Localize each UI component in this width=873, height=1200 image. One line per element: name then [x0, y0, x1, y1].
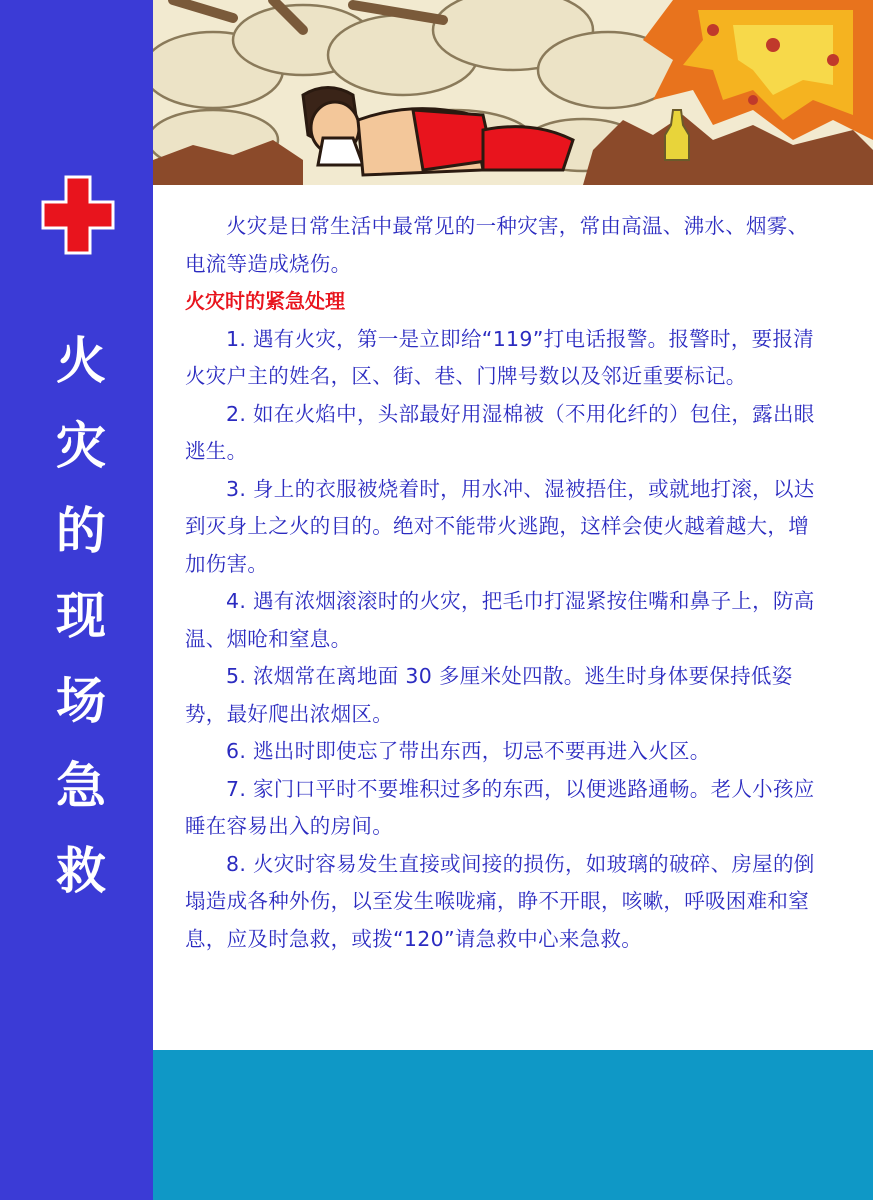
vertical-title — [46, 318, 116, 913]
sidebar — [0, 0, 153, 1200]
list-item: 4. 遇有浓烟滚滚时的火灾，把毛巾打湿紧按住嘴和鼻子上，防高温、烟呛和窒息。 — [185, 589, 815, 651]
title-char: 救 — [56, 841, 106, 900]
title-char: 现 — [56, 586, 106, 645]
title-char: 的 — [56, 501, 106, 560]
title-char: 场 — [56, 671, 106, 730]
article-body — [185, 208, 825, 958]
list-item: 6. 逃出时即使忘了带出东西，切忌不要再进入火区。 — [226, 739, 711, 763]
footer-band — [153, 1050, 873, 1200]
list-item: 7. 家门口平时不要堆积过多的东西，以便逃路通畅。老人小孩应睡在容易出入的房间。 — [185, 776, 815, 838]
list-item: 1. 遇有火灾，第一是立即给“119”打电话报警。报警时，要报清火灾户主的姓名，区、街、巷、门牌号数以及邻近重要标记。 — [185, 326, 815, 388]
list-item: 8. 火灾时容易发生直接或间接的损伤，如玻璃的破碎、房屋的倒塌造成各种外伤，以至发生喉咙痛，睁不开眼，咳嗽，呼吸困难和窒息，应及时急救，或拨“120”请急救中心来急救。 — [185, 851, 815, 951]
red-cross-icon — [41, 175, 115, 255]
list-item: 5. 浓烟常在离地面 30 多厘米处四散。逃生时身体要保持低姿势，最好爬出浓烟区。 — [185, 664, 793, 726]
section-heading: 火灾时的紧急处理 — [185, 289, 345, 313]
title-char: 火 — [56, 331, 106, 390]
intro-paragraph: 火灾是日常生活中最常见的一种灾害，常由高温、沸水、烟雾、电流等造成烧伤。 — [185, 214, 809, 276]
list-item: 2. 如在火焰中，头部最好用湿棉被（不用化纤的）包住，露出眼逃生。 — [185, 401, 815, 463]
fire-escape-illustration — [153, 0, 873, 185]
list-item: 3. 身上的衣服被烧着时，用水冲、湿被捂住，或就地打滚，以达到灭身上之火的目的。绝对不能带火逃跑，这样会使火越着越大，增加伤害。 — [185, 476, 815, 576]
title-char: 灾 — [56, 416, 106, 475]
title-char: 急 — [56, 756, 106, 815]
